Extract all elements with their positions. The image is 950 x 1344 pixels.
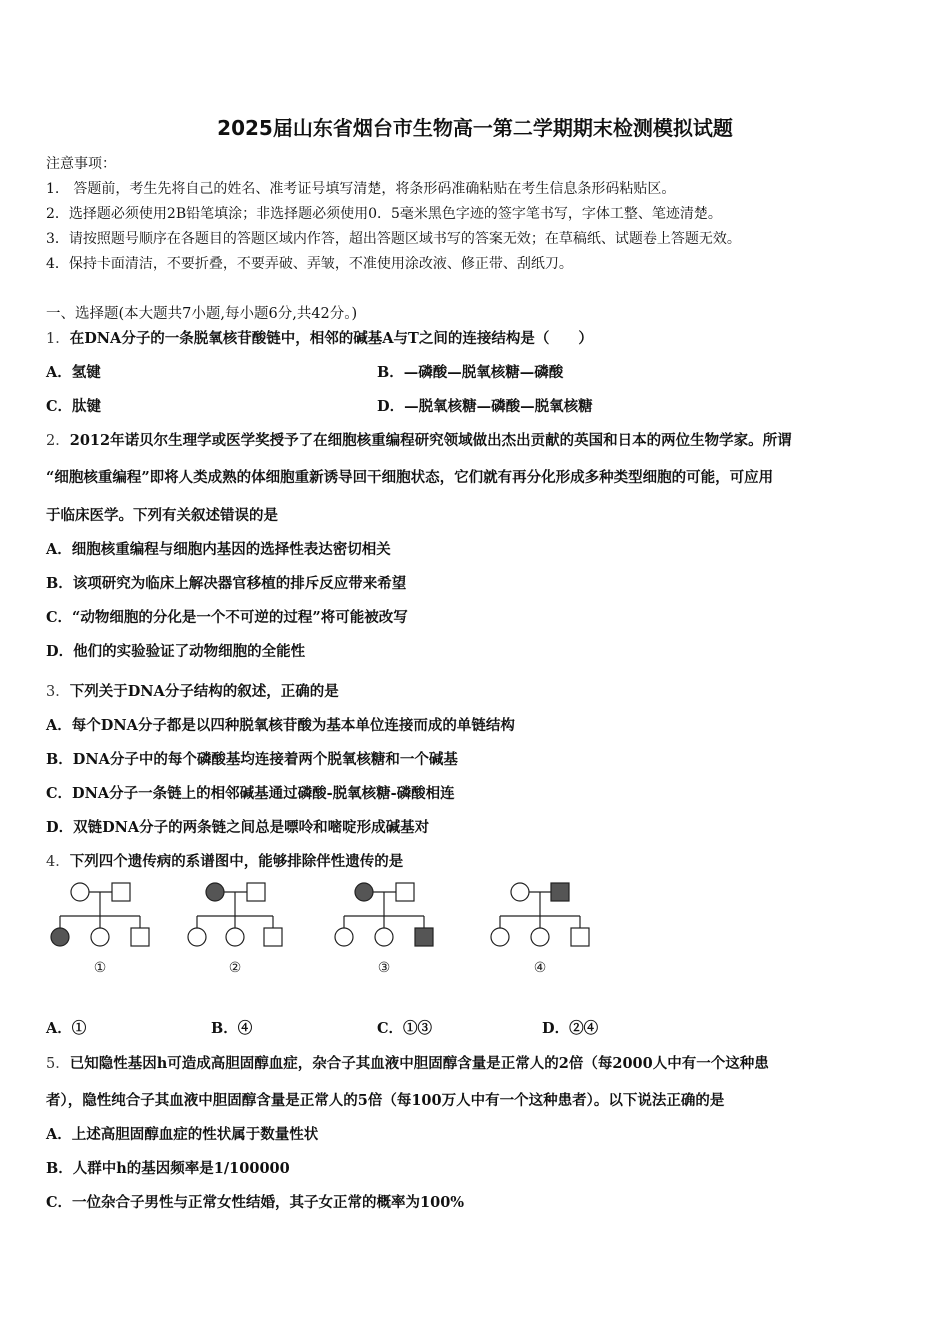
pedigree-label-3: ③ [377, 960, 391, 976]
q1-option-a[interactable]: A．氢键 [46, 364, 101, 381]
notice-item-4: 4．保持卡面清洁，不要折叠，不要弄破、弄皱，不准使用涂改液、修正带、刮纸刀。 [46, 256, 573, 272]
father-normal [112, 883, 130, 901]
q1-option-b[interactable]: B．—磷酸—脱氧核糖—磷酸 [377, 364, 564, 381]
daughter-normal [491, 928, 509, 946]
father-normal [396, 883, 414, 901]
q3-option-c[interactable]: C．DNA分子一条链上的相邻碱基通过磷酸-脱氧核糖-磷酸相连 [46, 785, 455, 802]
son-normal [131, 928, 149, 946]
daughter-normal [375, 928, 393, 946]
q4-option-d[interactable]: D．②④ [542, 1020, 599, 1037]
question-5-line-2: 者），隐性纯合子其血液中胆固醇含量是正常人的5倍（每100万人中有一个这种患者）。以下说法正确的是 [46, 1092, 725, 1109]
pedigree-1 [51, 883, 149, 946]
question-2-line-2: “细胞核重编程”即将人类成熟的体细胞重新诱导回干细胞状态，它们就有再分化形成多种类型细胞的可能，可应用 [46, 469, 774, 486]
mother-affected [355, 883, 373, 901]
mother-affected [206, 883, 224, 901]
question-4 [46, 850, 403, 871]
pedigree-4 [491, 883, 589, 946]
notice-item-2: 2．选择题必须使用2B铅笔填涂；非选择题必须使用0．5毫米黑色字迹的签字笔书写，字体工整、笔迹清楚。 [46, 206, 722, 222]
question-2-line-3: 于临床医学。下列有关叙述错误的是 [46, 507, 278, 524]
father-affected [551, 883, 569, 901]
q1-option-c[interactable]: C．肽键 [46, 398, 102, 415]
mother-normal [511, 883, 529, 901]
question-number: 2． [46, 433, 70, 449]
question-text: 在DNA分子的一条脱氧核苷酸链中，相邻的碱基A与T之间的连接结构是（ ） [69, 330, 593, 347]
question-text: 下列四个遗传病的系谱图中，能够排除伴性遗传的是 [69, 853, 404, 870]
question-number: 3． [46, 684, 70, 700]
q5-option-a[interactable]: A．上述高胆固醇血症的性状属于数量性状 [46, 1126, 319, 1143]
q5-option-c[interactable]: C．一位杂合子男性与正常女性结婚，其子女正常的概率为100% [46, 1194, 465, 1211]
son-normal [571, 928, 589, 946]
mother-normal [71, 883, 89, 901]
q2-option-b[interactable]: B．该项研究为临床上解决器官移植的排斥反应带来希望 [46, 575, 407, 592]
question-number: 5． [46, 1056, 70, 1072]
question-5 [46, 1052, 769, 1073]
daughter-normal [335, 928, 353, 946]
q4-option-c[interactable]: C．①③ [377, 1020, 433, 1037]
q5-option-b[interactable]: B．人群中h的基因频率是1/100000 [46, 1160, 290, 1177]
pedigree-label-2: ② [228, 960, 242, 976]
question-3 [46, 680, 339, 701]
q3-option-d[interactable]: D．双链DNA分子的两条链之间总是嘌呤和嘧啶形成碱基对 [46, 819, 430, 836]
section-heading: 一、选择题(本大题共7小题,每小题6分,共42分。) [46, 306, 358, 322]
q2-option-a[interactable]: A．细胞核重编程与细胞内基因的选择性表达密切相关 [46, 541, 391, 558]
pedigree-3 [335, 883, 433, 946]
question-1 [46, 327, 593, 348]
pedigree-label-4: ④ [533, 960, 547, 976]
notice-heading: 注意事项： [46, 156, 116, 172]
q3-option-a[interactable]: A．每个DNA分子都是以四种脱氧核苷酸为基本单位连接而成的单链结构 [46, 717, 515, 734]
notice-item-3: 3．请按照题号顺序在各题目的答题区域内作答，超出答题区域书写的答案无效；在草稿纸、试题卷上答题无效。 [46, 231, 741, 247]
question-number: 1． [46, 331, 70, 347]
son-affected [415, 928, 433, 946]
q2-option-d[interactable]: D．他们的实验验证了动物细胞的全能性 [46, 643, 306, 660]
question-text: 下列关于DNA分子结构的叙述，正确的是 [69, 683, 339, 700]
q4-option-a[interactable]: A．① [46, 1020, 87, 1037]
q1-option-d[interactable]: D．—脱氧核糖—磷酸—脱氧核糖 [377, 398, 593, 415]
father-normal [247, 883, 265, 901]
son-normal [264, 928, 282, 946]
question-number: 4． [46, 854, 70, 870]
pedigree-label-1: ① [93, 960, 107, 976]
daughter-normal [226, 928, 244, 946]
q4-option-b[interactable]: B．④ [211, 1020, 253, 1037]
pedigree-diagrams [46, 878, 606, 978]
daughter-affected [51, 928, 69, 946]
page-title: 2025届山东省烟台市生物高一第二学期期末检测模拟试题 [217, 116, 733, 140]
question-2 [46, 429, 792, 450]
daughter-normal [531, 928, 549, 946]
q2-option-c[interactable]: C．“动物细胞的分化是一个不可逆的过程”将可能被改写 [46, 609, 408, 626]
daughter-normal [91, 928, 109, 946]
question-text-line-1: 已知隐性基因h可造成高胆固醇血症，杂合子其血液中胆固醇含量是正常人的2倍（每2000人中有一个这种患 [69, 1055, 769, 1072]
notice-item-1: 1. 答题前，考生先将自己的姓名、准考证号填写清楚，将条形码准确粘贴在考生信息条形码粘贴区。 [46, 181, 676, 197]
q3-option-b[interactable]: B．DNA分子中的每个磷酸基均连接着两个脱氧核糖和一个碱基 [46, 751, 458, 768]
daughter-normal [188, 928, 206, 946]
question-text-line-1: 2012年诺贝尔生理学或医学奖授予了在细胞核重编程研究领域做出杰出贡献的英国和日本的两位生物学家。所谓 [69, 432, 792, 449]
pedigree-2 [188, 883, 282, 946]
